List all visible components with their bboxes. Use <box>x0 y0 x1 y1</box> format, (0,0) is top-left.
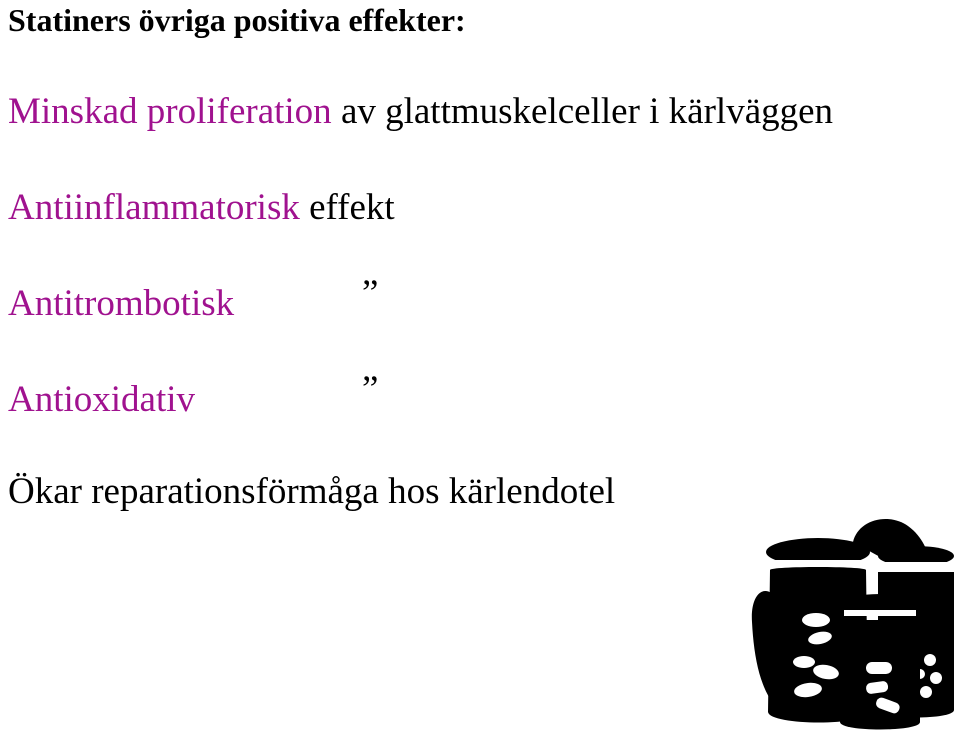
effect-rest: av glattmuskelceller i kärlväggen <box>331 91 834 132</box>
effect-highlight: Minskad proliferation <box>8 91 332 132</box>
effect-rest: effekt <box>299 187 395 228</box>
effect-highlight: Antitrombotisk <box>8 283 235 324</box>
ditto-mark: ” <box>362 369 379 410</box>
effect-line-antithrombotic <box>8 282 234 326</box>
effect-line-antioxidative <box>8 378 195 422</box>
effect-highlight: Antiinflammatorisk <box>8 187 300 228</box>
ditto-mark: ” <box>362 273 379 314</box>
effect-line-antiinflammatory <box>8 186 395 230</box>
effect-line-endothelium <box>8 470 615 514</box>
slide-title: Statiners övriga positiva effekter: <box>8 2 466 38</box>
pill-bottles-icon <box>748 512 960 732</box>
effect-rest: Ökar reparationsförmåga hos kärlendotel <box>8 471 616 512</box>
effect-highlight: Antioxidativ <box>8 379 196 420</box>
effect-line-proliferation <box>8 90 833 134</box>
